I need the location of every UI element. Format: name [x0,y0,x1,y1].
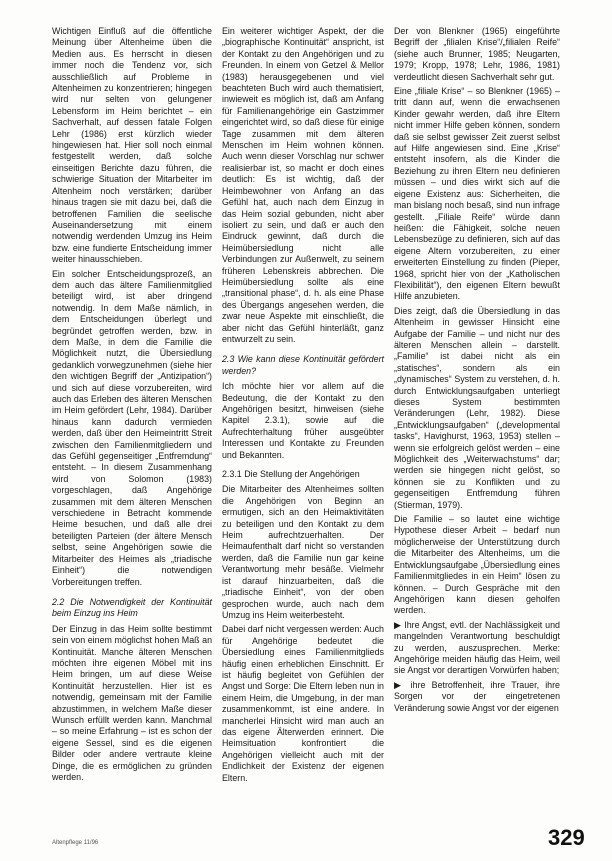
paragraph: Dies zeigt, daß die Übersiedlung in das Altenheim in gewisser Hinsicht eine Aufgabe der Familie – und nicht nur des älteren Menschen allein – darstellt. „Familie“ ist dabei nicht als ein „statisches“, sondern als ein „dynamisches“ System zu verstehen, d. h. durch Entwicklungsaufgaben unterliegt dieses System bestimmten Veränderungen (Lehr, 1982). Diese „Entwicklungsaufgaben“ („developmental tasks“, Havighurst, 1963, 1953) stellen – wenn sie erfolgreich gelöst werden – eine Möglichkeit des „Weiterwachstums“ dar; werden sie hingegen nicht gelöst, so können sie zu Konflikten und zu gegenseitigen Entfremdung führen (Stierman, 1979). [394,305,560,510]
column-middle [222,26,384,787]
bullet-item: ▶ Ihre Angst, evtl. der Nachlässigkeit und mangelnden Verantwortung beschuldigt zu werden, auszusprechen. Merke: Angehörige meiden häufig das Heim, weil sie Angst vor derartigen Vorwürfen haben; [394,619,560,676]
subsection-heading: 2.3.1 Die Stellung der Angehörigen [222,469,360,480]
paragraph: Ein weiterer wichtiger Aspekt, der die „biographische Kontinuität“ anspricht, ist der Kontakt zu den Angehörigen und zu Freunden. In einem von Getzel & Mellor (1983) herausgegebenen und viel beachteten Buch wird auch thematisiert, inwieweit es möglich ist, daß am Anfang für Familienangehörige ein Gastzimmer eingerichtet wird, so daß diese für einige Tage zusammen mit dem älteren Menschen im Heim wohnen können. Auch wenn dieser Vorschlag nur schwer realisierbar ist, so macht er doch eines deutlich: Es ist wichtig, daß der Heimbewohner von Anfang an das Gefühl hat, auch nach dem Einzug in das Heim sozial gebunden, nicht aber isoliert zu sein, und daß er auch den Eindruck gewinnt, daß durch die Heimübersiedlung nicht alle Verbindungen zur Außenwelt, zu seinem früheren Lebenskreis abbrechen. Die Heimübersiedlung sollte als eine „transitional phase“, d. h. als eine Phase des Übergangs angesehen werden, die zwar neue Aspekte mit einschließt, die aber nicht das Gefühl hinterläßt, ganz entwurzelt zu sein. [222,26,384,344]
paragraph: Der von Blenkner (1965) eingeführte Begriff der „filialen Krise“/„filialen Reife“ (siehe auch Brunner, 1985; Neugarten, 1979; Kropp, 1978; Lehr, 1986, 1981) verdeutlicht diesen Sachverhalt sehr gut. [394,26,560,82]
paragraph: Dabei darf nicht vergessen werden: Auch für Angehörige bedeutet die Übersiedlung eines Familienmitglieds häufig einen erheblichen Einschnitt. Er ist häufig begleitet von Gefühlen der Angst und Sorge: Die Eltern leben nun in einem Heim, die Umgebung, in der man zusammenkommt, ist eine andere. In mancherlei Hinsicht wird man auch an das eigene Älterwerden erinnert. Die Heimsituation konfrontiert die Angehörigen vielleicht auch mit der Endlichkeit der Existenz der eigenen Eltern. [222,624,384,783]
paragraph: Die Mitarbeiter des Altenheimes sollten die Angehörigen von Beginn an ermutigen, sich an den Heimaktivitäten zu beteiligen und den Kontakt zu dem Heim aufrechtzuerhalten. Der Heimaufenthalt darf nicht so verstanden werden, daß die Familie nun gar keine Verantwortung mehr besäße. Vielmehr ist darauf hinzuarbeiten, daß die „triadische Einheit“, von der oben gesprochen wurde, auch nach dem Umzug ins Heim weiterbesteht. [222,484,384,620]
column-left [52,26,212,786]
paragraph: Ich möchte hier vor allem auf die Bedeutung, die der Kontakt zu den Angehörigen besitzt, hinweisen (siehe Kapitel 2.3.1), sowie auf die Aufrechterhaltung früher ausgeübter Interessen und Kontakte zu Freunden und Bekannten. [222,381,384,460]
paragraph: Der Einzug in das Heim sollte bestimmt sein von einem möglichst hohen Maß an Kontinuität. Manche älteren Menschen möchten ihre eigenen Möbel mit ins Heim bringen, um auf diese Weise Kontinuität herzustellen. Hier ist es notwendig, gemeinsam mit der Familie abzustimmen, in welchem Maße dieser Wunsch erfüllt werden kann. Manchmal – so meine Erfahrung – ist es schon der eigene Sessel, sind es die eigenen Bilder oder andere vertraute kleine Dinge, die es ermöglichen zu gründen werden. [52,623,212,782]
bullet-item: ▶ ihre Betroffenheit, ihre Trauer, ihre Sorgen vor der eingetretenen Veränderung sowie Angst vor der eigenen [394,679,560,713]
footer-source: Altenpflege 11/96 [52,840,99,846]
section-heading: 2.2 Die Notwendigkeit der Kontinuität beim Einzug ins Heim [52,596,212,619]
page-number: 329 [548,825,585,850]
paragraph: Eine „filiale Krise“ – so Blenkner (1965) – tritt dann auf, wenn die erwachsenen Kinder gewahr werden, daß ihre Eltern nicht immer Hilfe geben können, sondern daß sie selbst gewisser Zeit zuerst selbst auf Hilfe angewiesen sind. Eine „Krise“ entsteht insofern, als die Kinder die Beziehung zu ihren Eltern neu definieren müssen – und dies wirkt sich auf die eigene Existenz aus: Sicherheiten, die man bislang noch besaß, sind nun infrage gestellt. „Filiale Reife“ würde dann heißen: die Fähigkeit, solche neuen Lebensbezüge zu definieren, sich auf das eigene Altern vorzubereiten, zu einer erweiterten Einstellung zu finden (Pieper, 1968, spricht hier von der „Katholischen Flexibilität“), den eigenen Eltern bewußt Hilfe anzubieten. [394,86,560,302]
paragraph: Ein solcher Entscheidungsprozeß, an dem auch das ältere Familienmitglied beteiligt wird, ist aber dringend notwendig. In dem Maße nämlich, in dem Entscheidungen überlegt und begründet getroffen werden, bzw. in dem Maße, in dem die Familie die Möglichkeit nutzt, die Übersiedlung gedanklich vorwegzunehmen (siehe hier den wichtigen Begriff der „Antizipation“) und sich auf diese vorzubereiten, wird auch das Erleben des älteren Menschen im Heim gefördert (Lehr, 1984). Darüber hinaus kann dadurch vermieden werden, daß über den Heimeintritt Streit zwischen den Familienmitgliedern und das Gefühl gegenseitiger „Entfremdung“ entsteht. – In diesem Zusammenhang wird von Solomon (1983) vorgeschlagen, daß Angehörige zusammen mit dem älteren Menschen verschiedene in Betracht kommende Heime besuchen, und daß alle drei beteiligten Parteien (der ältere Mensch selbst, seine Angehörigen sowie die Mitarbeiter des Heimes als „triadische Einheit“) die notwendigen Vorbereitungen treffen. [52,268,212,587]
paragraph: Die Familie – so lautet eine wichtige Hypothese dieser Arbeit – bedarf nun möglicherweise der Unterstützung durch die Mitarbeiter des Altenheims, um die Entwicklungsaufgabe „Übersiedlung eines Familienmitgliedes in ein Heim“ lösen zu können. – Durch Gespräche mit den Angehörigen kann diesen geholfen werden. [394,514,560,616]
section-heading: 2.3 Wie kann diese Kontinuität gefördert werden? [222,354,384,376]
paragraph: Wichtigen Einfluß auf die öffentliche Meinung über Altenheime üben die Medien aus. Es herrscht in diesen immer noch die Tendenz vor, sich ausschließlich auf Probleme in Altenheimen zu konzentrieren; hingegen wird nur selten von gelungener Lebensform im Heim berichtet – ein Sachverhalt, auf dessen fatale Folgen Lehr (1986) erst kürzlich wieder hingewiesen hat. Hier soll noch einmal festgestellt werden, daß solche einseitigen Berichte dazu führen, die schwierige Situation der Mitarbeiter im Altenheim noch verstärken; darüber hinaus tragen sie mit dazu bei, daß die betroffenen Familien die seelische Auseinandersetzung mit einem notwendig werdenden Umzug ins Heim bzw. eine fundierte Entscheidung immer weiter hinausschieben. [52,26,212,265]
column-right [394,26,560,717]
